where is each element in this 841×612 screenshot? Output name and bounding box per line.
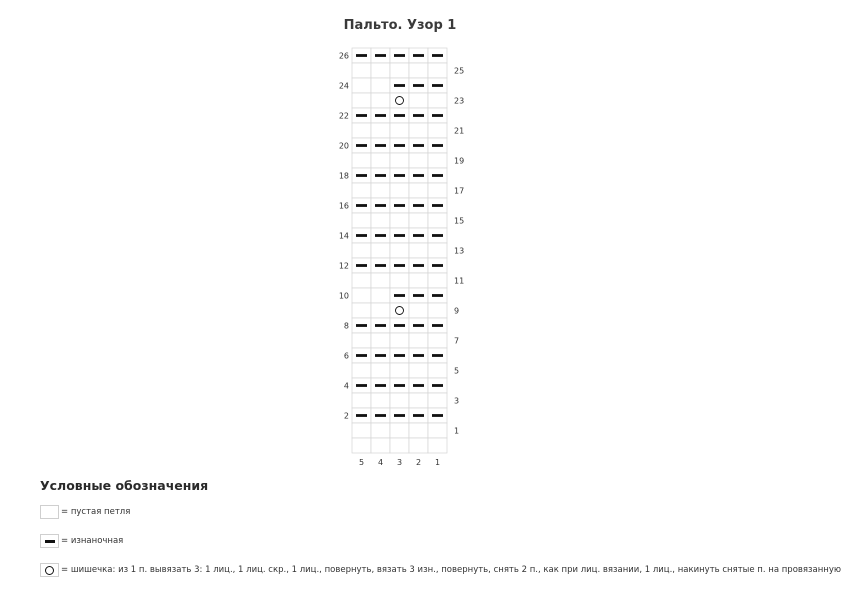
grid-cell <box>352 183 371 198</box>
bobble-symbol <box>40 563 59 577</box>
grid-cell <box>371 183 390 198</box>
grid-cell <box>352 93 371 108</box>
purl-mark <box>394 354 405 357</box>
purl-mark <box>432 264 443 267</box>
grid-cell <box>428 63 447 78</box>
grid-cell <box>428 303 447 318</box>
grid-cell <box>428 333 447 348</box>
grid-cell <box>390 243 409 258</box>
legend-item-label: = шишечка: из 1 п. вывязать 3: 1 лиц., 1 лиц. скр., 1 лиц., повернуть, вязать 3 изн., повернуть, снять 2 п., как при лиц. вязании, 1 лиц., накинуть снятые п. на провязанную <box>61 565 841 575</box>
purl-mark <box>394 54 405 57</box>
purl-mark <box>375 114 386 117</box>
grid-cell <box>352 213 371 228</box>
purl-mark <box>413 114 424 117</box>
purl-mark <box>394 264 405 267</box>
row-label-left: 18 <box>338 171 349 181</box>
purl-mark <box>375 414 386 417</box>
grid-cell <box>390 438 409 453</box>
purl-mark <box>356 354 367 357</box>
grid-cell <box>409 273 428 288</box>
grid-cell <box>390 153 409 168</box>
grid-cell <box>371 303 390 318</box>
grid-cell <box>352 243 371 258</box>
purl-mark <box>375 264 386 267</box>
purl-mark <box>356 144 367 147</box>
grid-cell <box>390 273 409 288</box>
purl-mark <box>432 354 443 357</box>
grid-cell <box>390 303 409 318</box>
grid-cell <box>409 153 428 168</box>
grid-cell <box>428 93 447 108</box>
grid-cell <box>428 393 447 408</box>
grid-cell <box>390 183 409 198</box>
row-label-right: 25 <box>454 66 465 76</box>
grid-cell <box>352 438 371 453</box>
grid-cell <box>409 303 428 318</box>
grid-cell <box>428 123 447 138</box>
grid-cell <box>352 363 371 378</box>
purl-mark <box>375 174 386 177</box>
grid-cell <box>428 183 447 198</box>
grid-cell <box>390 93 409 108</box>
purl-mark <box>375 354 386 357</box>
purl-mark <box>356 414 367 417</box>
purl-mark <box>413 234 424 237</box>
purl-mark <box>375 204 386 207</box>
grid-cell <box>428 213 447 228</box>
grid-cell <box>390 63 409 78</box>
row-label-left: 6 <box>343 351 349 361</box>
row-label-right: 9 <box>454 306 460 316</box>
purl-mark <box>432 384 443 387</box>
grid-cell <box>371 333 390 348</box>
grid-cell <box>409 183 428 198</box>
row-label-left: 22 <box>338 111 349 121</box>
purl-mark <box>413 174 424 177</box>
purl-mark <box>394 414 405 417</box>
grid-cell <box>371 123 390 138</box>
grid-cell <box>371 273 390 288</box>
purl-mark <box>356 324 367 327</box>
purl-mark <box>375 384 386 387</box>
grid-cell <box>409 123 428 138</box>
grid-cell <box>390 393 409 408</box>
purl-mark <box>413 264 424 267</box>
grid-cell <box>352 303 371 318</box>
row-label-right: 7 <box>454 336 460 346</box>
purl-mark <box>375 324 386 327</box>
row-label-right: 1 <box>454 426 460 436</box>
purl-mark <box>394 234 405 237</box>
grid-cell <box>352 273 371 288</box>
grid-cell <box>371 363 390 378</box>
grid-cell <box>390 123 409 138</box>
purl-mark <box>432 324 443 327</box>
purl-mark <box>394 114 405 117</box>
row-label-left: 10 <box>338 291 349 301</box>
row-label-right: 21 <box>454 126 465 136</box>
column-label: 2 <box>415 458 422 467</box>
purl-mark <box>413 54 424 57</box>
row-label-left: 14 <box>338 231 349 241</box>
purl-mark <box>394 294 405 297</box>
legend-item-label: = пустая петля <box>61 507 131 517</box>
grid-cell <box>428 423 447 438</box>
grid-cell <box>371 63 390 78</box>
purl-mark <box>394 204 405 207</box>
grid-cell <box>371 93 390 108</box>
row-label-left: 2 <box>343 411 349 421</box>
grid-cell <box>390 423 409 438</box>
row-label-right: 5 <box>454 366 460 376</box>
purl-mark <box>413 414 424 417</box>
purl-mark <box>413 384 424 387</box>
purl-mark <box>394 384 405 387</box>
purl-mark <box>413 144 424 147</box>
grid-cell <box>390 213 409 228</box>
grid-cell <box>352 63 371 78</box>
grid-cell <box>352 423 371 438</box>
column-label: 4 <box>377 458 384 467</box>
grid-cell <box>409 63 428 78</box>
grid-cell <box>390 333 409 348</box>
purl-mark <box>432 114 443 117</box>
purl-mark <box>394 324 405 327</box>
grid-cell <box>371 78 390 93</box>
purl-mark <box>432 174 443 177</box>
purl-mark <box>356 174 367 177</box>
grid-cell <box>352 333 371 348</box>
grid-cell <box>371 438 390 453</box>
grid-cell <box>371 153 390 168</box>
row-label-right: 11 <box>454 276 465 286</box>
purl-mark <box>413 324 424 327</box>
purl-mark <box>375 54 386 57</box>
row-label-left: 8 <box>343 321 349 331</box>
grid-cell <box>352 393 371 408</box>
knitting-chart <box>330 40 470 467</box>
row-label-left: 24 <box>338 81 349 91</box>
row-label-right: 15 <box>454 216 465 226</box>
purl-mark <box>413 354 424 357</box>
column-label: 3 <box>396 458 403 467</box>
grid-cell <box>409 213 428 228</box>
grid-cell <box>428 243 447 258</box>
grid-cell <box>428 438 447 453</box>
purl-mark <box>356 114 367 117</box>
purl-mark <box>375 144 386 147</box>
grid-cell <box>409 243 428 258</box>
purl-mark <box>413 294 424 297</box>
grid-cell <box>352 288 371 303</box>
grid-cell <box>409 423 428 438</box>
grid-cell <box>409 363 428 378</box>
grid-cell <box>371 393 390 408</box>
legend-item-bobble <box>40 562 841 578</box>
purl-mark <box>432 234 443 237</box>
row-label-right: 19 <box>454 156 465 166</box>
purl-mark <box>432 54 443 57</box>
grid-cell <box>371 288 390 303</box>
purl-mark <box>375 234 386 237</box>
purl-mark <box>356 384 367 387</box>
purl-mark <box>394 84 405 87</box>
column-label: 5 <box>358 458 365 467</box>
purl-mark <box>432 294 443 297</box>
grid-cell <box>409 333 428 348</box>
grid-cell <box>409 393 428 408</box>
purl-mark <box>356 264 367 267</box>
grid-cell <box>428 363 447 378</box>
empty-stitch-symbol <box>40 505 59 519</box>
purl-mark <box>413 204 424 207</box>
grid-cell <box>371 213 390 228</box>
purl-mark <box>432 204 443 207</box>
purl-mark <box>394 144 405 147</box>
purl-mark <box>356 204 367 207</box>
row-label-left: 4 <box>343 381 349 391</box>
grid-cell <box>428 273 447 288</box>
row-label-right: 17 <box>454 186 465 196</box>
legend-item-purl <box>40 533 123 549</box>
row-label-right: 3 <box>454 396 460 406</box>
purl-mark <box>356 54 367 57</box>
purl-mark <box>432 414 443 417</box>
row-label-left: 12 <box>338 261 349 271</box>
purl-symbol <box>40 534 59 548</box>
grid-cell <box>352 78 371 93</box>
grid-cell <box>352 123 371 138</box>
grid-cell <box>371 423 390 438</box>
grid-cell <box>409 438 428 453</box>
legend-item-empty <box>40 504 130 520</box>
legend-title: Условные обозначения <box>40 478 209 493</box>
purl-mark <box>432 144 443 147</box>
grid-cell <box>428 153 447 168</box>
purl-mark <box>413 84 424 87</box>
purl-mark <box>432 84 443 87</box>
row-label-right: 13 <box>454 246 465 256</box>
grid-cell <box>352 153 371 168</box>
grid-cell <box>371 243 390 258</box>
purl-mark <box>356 234 367 237</box>
legend-item-label: = изнаночная <box>61 536 124 546</box>
row-label-left: 16 <box>338 201 349 211</box>
row-label-left: 26 <box>338 51 349 61</box>
purl-mark <box>394 174 405 177</box>
row-label-left: 20 <box>338 141 349 151</box>
grid-cell <box>409 93 428 108</box>
column-label: 1 <box>434 458 441 467</box>
grid-cell <box>390 363 409 378</box>
chart-title: Пальто. Узор 1 <box>343 18 457 33</box>
row-label-right: 23 <box>454 96 465 106</box>
